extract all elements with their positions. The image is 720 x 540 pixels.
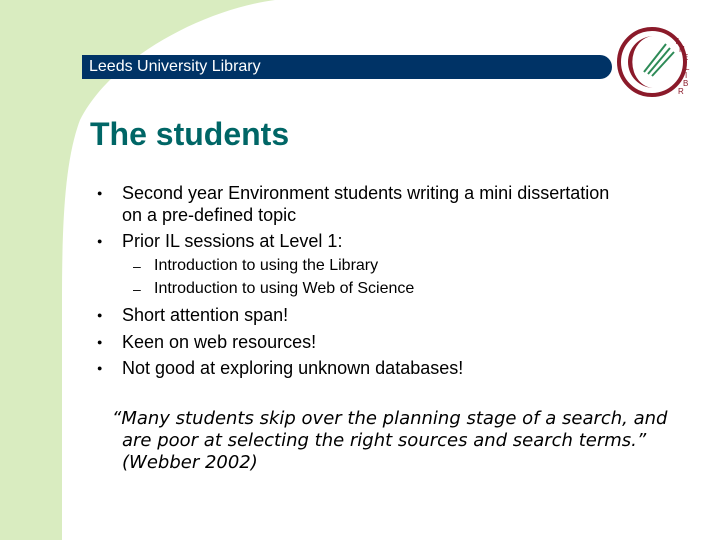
dash-icon: – (133, 258, 141, 274)
header-title: Leeds University Library (89, 58, 261, 75)
bullet-text (122, 182, 682, 226)
bullet-icon: ● (97, 188, 103, 198)
quote-source: (Webber 2002) (122, 452, 258, 473)
svg-text:I: I (685, 71, 688, 80)
svg-text:H: H (679, 45, 685, 54)
svg-text:R: R (678, 87, 684, 96)
bullet-text: Prior IL sessions at Level 1: (122, 231, 343, 251)
sub-bullet-text: Introduction to using Web of Science (154, 280, 415, 297)
quote-line: “Many students skip over the planning stage of a search, and (112, 408, 668, 429)
svg-text:T: T (674, 37, 679, 46)
bullet-icon: ● (97, 337, 103, 347)
bullet-icon: ● (97, 310, 103, 320)
library-logo-icon (614, 24, 698, 100)
dash-icon: – (133, 281, 141, 297)
slide-title: The students (90, 116, 290, 152)
quote-line: are poor at selecting the right sources and search terms.” (122, 430, 647, 451)
sub-bullet-text: Introduction to using the Library (154, 257, 379, 274)
bullet-text: Short attention span! (122, 305, 289, 325)
svg-text:B: B (683, 79, 689, 88)
citation-quote (112, 408, 692, 474)
bullet-icon: ● (97, 236, 103, 246)
bullet-line: Second year Environment students writing a mini dissertation (122, 183, 610, 203)
bullet-icon: ● (97, 363, 103, 373)
bullet-text: Keen on web resources! (122, 332, 317, 352)
svg-text:E: E (683, 53, 689, 62)
header-bar (82, 55, 612, 79)
bullet-text: Not good at exploring unknown databases! (122, 358, 464, 378)
bullet-line: on a pre-defined topic (122, 205, 297, 225)
svg-text:L: L (685, 63, 690, 72)
